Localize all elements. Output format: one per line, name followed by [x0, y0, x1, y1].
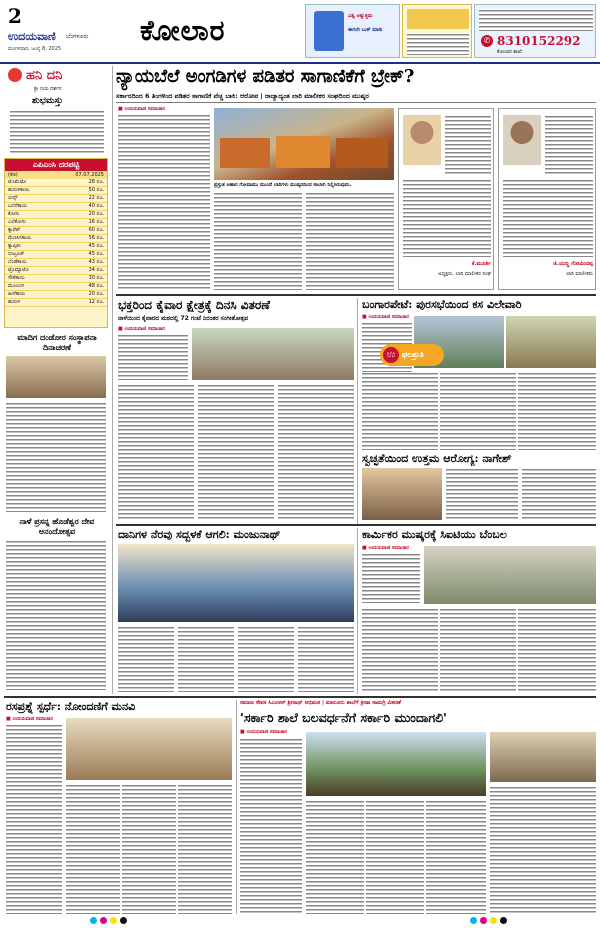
rate-item-value: 50 ರೂ. — [88, 187, 104, 193]
school-col-3 — [366, 800, 424, 914]
kaivara-col-4 — [278, 384, 354, 520]
main-photo — [214, 108, 394, 180]
badge-icon: ಉ — [383, 347, 399, 363]
rate-item-name: ಮೂಲಂಗಿ — [8, 283, 25, 289]
quiz-byline: ■ ಉದಯವಾಣಿ ಸಮಾಚಾರ — [6, 716, 53, 722]
masthead-ad-2 — [402, 4, 472, 58]
left-text-1 — [6, 402, 106, 512]
rate-item-name: ಬೆಂಡೆಕಾಯಿ — [8, 259, 27, 265]
rate-item-value: 20 ರೂ. — [88, 211, 104, 217]
ad-phone: 8310152292 — [497, 34, 581, 48]
rate-item-name: ಎಲೆಕೋಸು — [8, 219, 26, 225]
labour-byline: ■ ಉದಯವಾಣಿ ಸಮಾಚಾರ — [362, 545, 409, 551]
rate-item-value: 16 ರೂ. — [88, 219, 104, 225]
quiz-headline: ರಸಪ್ರಶ್ನೆ ಸ್ಪರ್ಧೆ: ನೋಂದಣಿಗೆ ಮನವಿ — [6, 700, 136, 713]
rate-item-name: ಕ್ಯಾಪ್ಸಿಕಂ — [8, 243, 21, 249]
masthead — [0, 0, 600, 62]
ad-line-1: ವಿಶ್ವ ಅತ್ಯುತ್ತಮ — [348, 13, 373, 19]
masthead-ad-3 — [474, 4, 596, 58]
lower-rule — [4, 696, 596, 698]
labour-headline: ಕಾರ್ಮಿಕರ ಮುಷ್ಕರಕ್ಕೆ ಸಿಐಟಿಯು ಬೆಂಬಲ — [362, 528, 507, 541]
quote-text-2 — [545, 115, 593, 175]
rate-row — [5, 227, 107, 235]
truck-shape-3 — [336, 138, 388, 168]
rate-row — [5, 299, 107, 307]
rates-date: 07.07.2025 — [75, 172, 104, 178]
quote-title-1: ಅಧ್ಯಕ್ಷರು, ಲಾರಿ ಮಾಲೀಕರ ಸಂಘ — [438, 271, 491, 277]
rate-item-value: 28 ರೂ. — [88, 179, 104, 185]
rate-row — [5, 219, 107, 227]
rate-item-value: 40 ರೂ. — [88, 203, 104, 209]
rate-item-value: 34 ರೂ. — [88, 267, 104, 273]
main-headline: ನ್ಯಾಯಬೆಲೆ ಅಂಗಡಿಗಳ ಪಡಿತರ ಸಾಗಾಣಿಕೆಗೆ ಬ್ರೇಕ್? — [116, 66, 415, 87]
school-col-5 — [490, 786, 596, 914]
donors-col-4 — [298, 626, 354, 692]
labour-col-4 — [518, 608, 596, 692]
quote-box-1 — [398, 108, 494, 290]
main-col-2 — [214, 192, 302, 290]
kaivara-col-3 — [198, 384, 274, 520]
horoscope-subtitle: ಶ್ರೀ ಗುರು ದರ್ಶನ — [34, 86, 62, 92]
rate-row — [5, 251, 107, 259]
badge-label: ಫಲಶ್ರುತಿ — [402, 349, 424, 359]
registration-mark-magenta — [100, 917, 107, 924]
ad-text-2 — [407, 33, 469, 55]
bangarpet-photo-2 — [506, 316, 596, 368]
rates-subheader — [5, 171, 107, 179]
brand-logo-icon — [8, 68, 22, 82]
registration-mark-black — [120, 917, 127, 924]
school-headline: 'ಸರ್ಕಾರಿ ಶಾಲೆ ಬಲವರ್ಧನೆಗೆ ಸರ್ಕಾರಿ ಮುಂದಾಗಲಿ' — [240, 710, 447, 725]
rate-item-name: ಹೀರೆಕಾಯಿ — [8, 291, 26, 297]
quote-portrait-2 — [503, 115, 541, 165]
quote-name-2: ಜಿ.ಯಣ್ಣ ಗೋವಿಂದಪ್ಪ — [552, 261, 593, 267]
rate-row — [5, 187, 107, 195]
horoscope-heading: ಶುಭಮಸ್ತು — [32, 96, 63, 106]
rate-item-value: 56 ರೂ. — [88, 235, 104, 241]
phone-icon: ✆ — [481, 35, 493, 47]
section-title: ಕೋಲಾರ — [140, 14, 226, 47]
date-line: ಮಂಗಳವಾರ, ಜುಲೈ 8, 2025 — [8, 46, 62, 52]
rate-item-name: ಹುರುಳಿ — [8, 299, 21, 305]
rate-row — [5, 243, 107, 251]
donors-headline: ದಾನಿಗಳ ನೆರವು ಸದ್ಬಳಕೆ ಆಗಲಿ: ಮಂಜುನಾಥ್ — [118, 528, 281, 541]
rate-item-value: 45 ರೂ. — [88, 243, 104, 249]
school-photo — [306, 732, 486, 796]
quiz-photo — [66, 718, 232, 780]
registration-mark-yellow — [110, 917, 117, 924]
health-headline: ಸ್ವಚ್ಛತೆಯಿಂದ ಉತ್ತಮ ಆರೋಗ್ಯ: ನಾಗೇಶ್ — [362, 452, 512, 465]
quiz-col-4 — [178, 784, 232, 914]
main-byline: ■ ಉದಯವಾಣಿ ಸಮಾಚಾರ — [118, 106, 165, 112]
rate-row — [5, 235, 107, 243]
labour-col-1 — [362, 553, 420, 603]
ad-graphic — [314, 11, 344, 51]
school-kicker: ಸಮಾಜ ಸೇವಕ ಸಿಎಂಆರ್ ಶ್ರೀನಾಥ್ ಅಭಿಮತ | ಮಾಲೂರು ಶಾಲೆಗೆ ಕ್ರೀಡಾ ಸಾಮಗ್ರಿ ವಿತರಣೆ — [240, 700, 401, 706]
rates-list — [5, 179, 107, 307]
horoscope-text — [10, 110, 104, 154]
ad-graphic-2 — [407, 9, 469, 29]
rate-row — [5, 283, 107, 291]
kaivara-headline: ಭಕ್ತರಿಂದ ಕೈವಾರ ಕ್ಷೇತ್ರಕ್ಕೆ ದಿನಸಿ ವಿತರಣೆ — [118, 298, 270, 312]
quiz-col-3 — [122, 784, 176, 914]
rate-row — [5, 179, 107, 187]
left-photo-1 — [6, 356, 106, 398]
bangarpet-col-4 — [518, 372, 596, 450]
rate-item-name: ಮೆಣಸಿನಕಾಯಿ — [8, 235, 32, 241]
kaivara-subhead: ನಾಳೆಯಿಂದ ಕೈವಾರದ ಮಠದಲ್ಲಿ 72 ಗಂಟೆ ನಿರಂತರ ಸಂಗೀತೋತ್ಸವ — [118, 315, 249, 322]
labour-col-2 — [362, 608, 438, 692]
rate-row — [5, 259, 107, 267]
bottom-rule — [236, 700, 237, 914]
quote-text-1 — [445, 115, 491, 175]
ad-line-2: ಈಗಲೇ ಬುಕ್ ಮಾಡಿ — [348, 27, 382, 33]
school-col-1 — [240, 738, 302, 914]
paper-name: ಉದಯವಾಣಿ — [8, 30, 56, 43]
rate-item-value: 30 ರೂ. — [88, 275, 104, 281]
ad-text-3 — [479, 9, 593, 31]
rate-item-value: 20 ರೂ. — [88, 291, 104, 297]
registration-mark-cyan — [90, 917, 97, 924]
labour-col-3 — [440, 608, 516, 692]
phalashruti-badge — [380, 344, 444, 366]
quote-title-2: ಲಾರಿ ಮಾಲೀಕರು — [566, 271, 593, 277]
rate-item-value: 22 ರೂ. — [88, 195, 104, 201]
registration-mark-black-2 — [500, 917, 507, 924]
rate-item-name: ಕೋಸು — [8, 211, 20, 217]
main-col-1 — [118, 114, 210, 290]
rate-row — [5, 291, 107, 299]
bangarpet-col-2 — [362, 372, 438, 450]
rate-row — [5, 203, 107, 211]
rate-item-value: 60 ರೂ. — [88, 227, 104, 233]
kaivara-byline: ■ ಉದಯವಾಣಿ ಸಮಾಚಾರ — [118, 326, 165, 332]
registration-mark-yellow-2 — [490, 917, 497, 924]
registration-mark-magenta-2 — [480, 917, 487, 924]
rate-item-name: ಕ್ಯಾರೆಟ್ — [8, 227, 21, 233]
main-photo-caption: ಪ್ರಸ್ತುತ ಆಹಾರ ಗೋದಾಮು ಮುಂದೆ ಲಾರಿಗಳು ಮುಷ್ಕರದಿಂದ ಸಾಲಾಗಿ ನಿಲ್ಲಿಸಿರುವುದು. — [214, 182, 352, 188]
rate-row — [5, 275, 107, 283]
rate-item-value: 48 ರೂ. — [88, 283, 104, 289]
school-col-4 — [426, 800, 486, 914]
rate-item-value: 12 ರೂ. — [88, 299, 104, 305]
rate-item-name: ಟ್ರೊಮ್ಯಾಟೊ — [8, 267, 29, 273]
horoscope-brand: ಹನಿ ದನಿ — [26, 68, 63, 83]
quote-box-2 — [498, 108, 596, 290]
bangarpet-byline: ■ ಉದಯವಾಣಿ ಸಮಾಚಾರ — [362, 314, 409, 320]
health-col-1 — [446, 468, 518, 520]
main-story-rule — [116, 294, 596, 296]
page-number: 2 — [8, 4, 22, 28]
rate-item-name: ಟೊಮೆಟೊ — [8, 179, 27, 185]
truck-shape-2 — [276, 136, 330, 168]
left-text-2 — [6, 540, 106, 690]
school-col-2 — [306, 800, 364, 914]
registration-mark-cyan-2 — [470, 917, 477, 924]
rates-unit: (ಕೆಜಿ) — [8, 172, 18, 178]
health-col-2 — [522, 468, 596, 520]
rate-item-name: ಸೌತೆಕಾಯಿ — [8, 275, 25, 281]
bangarpet-headline: ಬಂಗಾರಪೇಟೆ: ಪುರಸಭೆಯಿಂದ ಕಸ ವಿಲೇವಾರಿ — [362, 298, 522, 311]
bangarpet-col-3 — [440, 372, 516, 450]
quote-text-1b — [403, 179, 491, 257]
quote-name-1: ಕೆ.ಮೂರ್ತಿ — [471, 261, 491, 267]
school-byline: ■ ಉದಯವಾಣಿ ಸಮಾಚಾರ — [240, 729, 287, 735]
truck-shape — [220, 138, 270, 168]
edition: ಬೆಂಗಳೂರು — [66, 33, 89, 40]
donors-col-3 — [238, 626, 294, 692]
horoscope-box — [4, 66, 108, 156]
donors-col-1 — [118, 626, 174, 692]
kaivara-col-2 — [118, 384, 194, 520]
school-photo-2 — [490, 732, 596, 782]
rate-item-name: ಹುರುಳಿಕಾಯಿ — [8, 187, 30, 193]
rate-item-name: ಬೀನ್ಸ್ — [8, 195, 18, 201]
quiz-col-1 — [6, 724, 62, 914]
rates-box — [4, 158, 108, 328]
ad-small: ಕೋಲಾರ ಶಾಖೆ — [497, 49, 522, 55]
rates-title: ಎಪಿಎಂಸಿ ದರಪಟ್ಟಿ — [5, 159, 107, 171]
left-column-rule — [112, 66, 113, 694]
main-subhead-rule — [116, 102, 596, 103]
kaivara-col-1 — [118, 334, 188, 380]
main-col-3 — [306, 192, 394, 290]
left-headline-2: ನಾಳೆ ಪ್ರಸನ್ನ ಹೊಡೆಶ್ವರ ದೇವ ಅನಂದೋತ್ಸವ — [19, 516, 95, 536]
mid-rule — [116, 524, 596, 526]
center-rule-2 — [357, 528, 358, 694]
rate-item-value: 43 ರೂ. — [88, 259, 104, 265]
quiz-col-2 — [66, 784, 120, 914]
labour-photo — [424, 546, 596, 604]
rate-row — [5, 267, 107, 275]
donors-col-2 — [178, 626, 234, 692]
left-headline-1: ಮಾದಿಗ ದಂಡೋರ ಸಂಸ್ಥಾಪನಾ ದಿನಾಚರಣೆ — [17, 332, 97, 352]
kaivara-photo — [192, 328, 354, 380]
center-rule — [357, 298, 358, 526]
rate-row — [5, 211, 107, 219]
rate-item-name: ಬೀಟ್ರೂಟ್ — [8, 251, 25, 257]
rate-item-name: ಬದನೆಕಾಯಿ — [8, 203, 27, 209]
rate-item-value: 45 ರೂ. — [88, 251, 104, 257]
quote-portrait-1 — [403, 115, 441, 165]
donors-photo — [118, 544, 354, 622]
masthead-divider — [0, 62, 600, 64]
main-subhead: ಸರ್ಕಾರದಿಂದ 6 ತಿಂಗಳಿಂದ ಪಡಿತರ ಸಾಗಾಣಿಕೆ ವೆಚ್ಚ ಬಾಕಿ: ಆರೋಪ | ರಾಜ್ಯಾದ್ಯಂತ ಲಾರಿ ಮಾಲೀಕರ ಸಂಘದಿಂದ ಮುಷ್ಕರ — [116, 92, 369, 100]
masthead-ad-1 — [305, 4, 400, 58]
quote-text-2b — [503, 179, 593, 257]
health-photo — [362, 468, 442, 520]
rate-row — [5, 195, 107, 203]
